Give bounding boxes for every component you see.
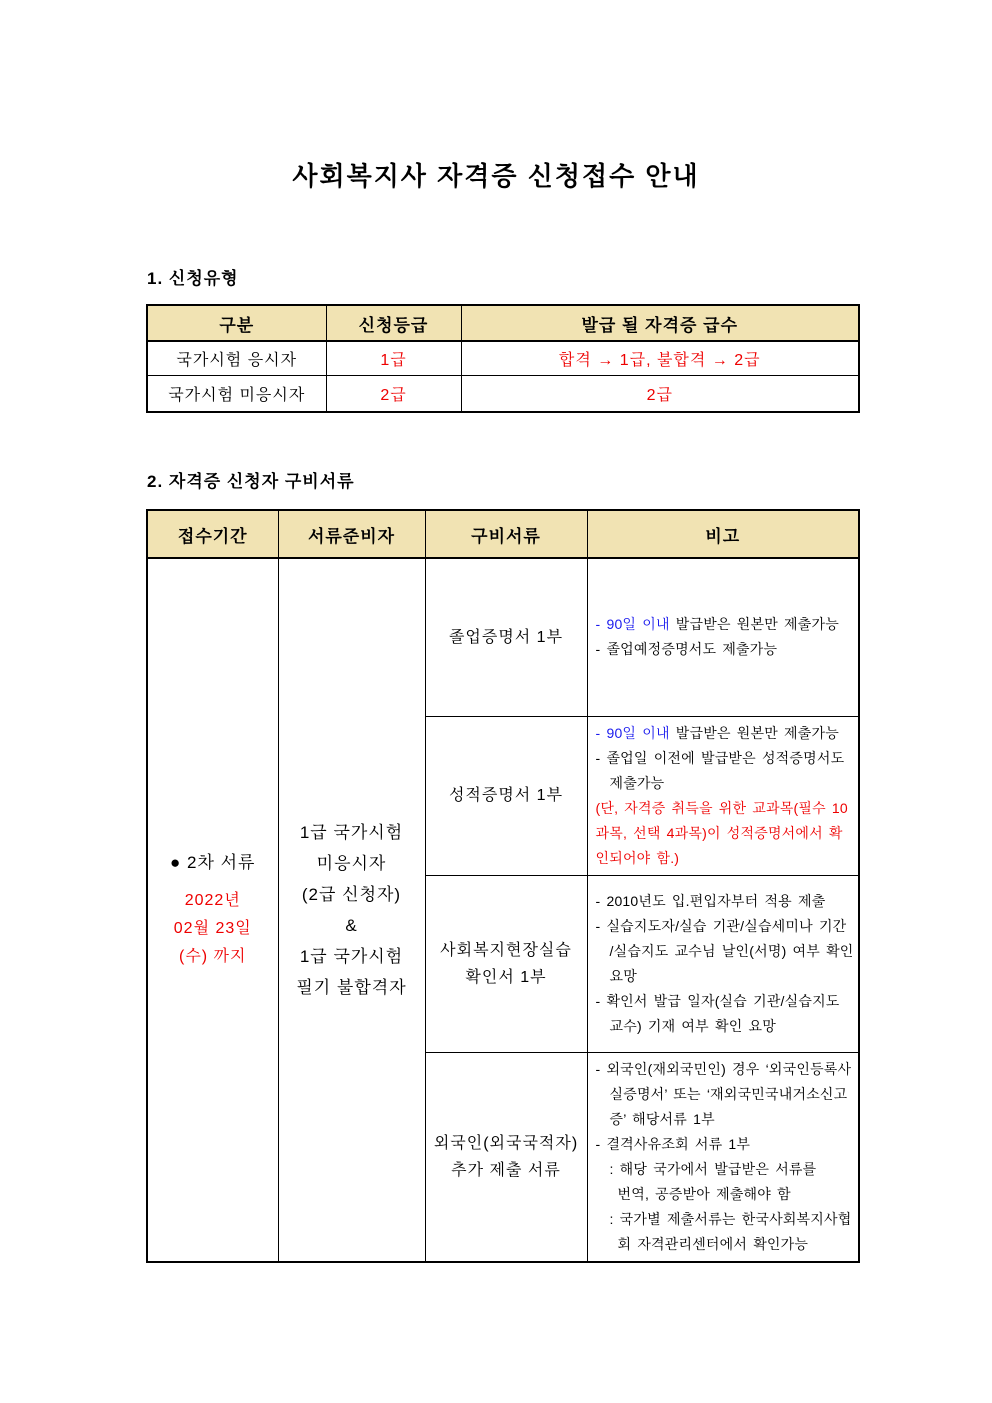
note-line bbox=[596, 1232, 855, 1257]
note-line bbox=[596, 746, 855, 771]
header-cell-category: 구분 bbox=[147, 305, 326, 341]
text-line: 졸업증명서 1부 bbox=[448, 628, 564, 646]
note-line bbox=[596, 1014, 855, 1039]
cell-remarks bbox=[587, 1052, 859, 1262]
note-segment: : 해당 국가에서 발급받은 서류를 bbox=[609, 1160, 817, 1177]
cell-document-preparer bbox=[278, 558, 425, 1262]
cell-category: 국가시험 미응시자 bbox=[147, 375, 326, 412]
header-cell-grade: 신청등급 bbox=[326, 305, 461, 341]
note-segment: 요망 bbox=[609, 967, 637, 984]
note-line bbox=[596, 771, 855, 796]
header-cell-result: 발급 될 자격증 급수 bbox=[461, 305, 859, 341]
section1-heading: 1. 신청유형 bbox=[147, 269, 239, 288]
text-line: 필기 불합격자 bbox=[296, 977, 407, 997]
table-header-row bbox=[147, 305, 859, 341]
note-line bbox=[596, 964, 855, 989]
text-line: 미응시자 bbox=[316, 853, 387, 873]
note-line bbox=[596, 821, 855, 846]
cell-remarks bbox=[587, 875, 859, 1052]
cell-document bbox=[425, 875, 587, 1052]
text-line: & bbox=[345, 915, 358, 935]
header-cell-preparer: 서류준비자 bbox=[278, 510, 425, 558]
note-line bbox=[596, 914, 855, 939]
note-segment: 실증명서’ 또는 ‘재외국민국내거소신고 bbox=[609, 1085, 848, 1102]
note-line bbox=[596, 721, 855, 746]
note-segment: /실습지도 교수님 날인(서명) 여부 확인 bbox=[609, 942, 854, 959]
period-deadline bbox=[149, 887, 277, 971]
cell-category: 국가시험 응시자 bbox=[147, 341, 326, 375]
note-segment: 과목, 선택 4과목)이 성적증명서에서 확 bbox=[595, 824, 843, 841]
cell-document bbox=[425, 1052, 587, 1262]
note-line bbox=[596, 1057, 855, 1082]
note-segment: 회 자격관리센터에서 확인가능 bbox=[617, 1235, 809, 1252]
section2-heading: 2. 자격증 신청자 구비서류 bbox=[147, 472, 355, 491]
note-segment: 증’ 해당서류 1부 bbox=[609, 1110, 715, 1127]
text-line: 02월 23일 bbox=[173, 920, 252, 938]
note-segment: - 결격사유조회 서류 1부 bbox=[595, 1135, 751, 1152]
text-line: 추가 제출 서류 bbox=[451, 1161, 561, 1179]
table-row bbox=[147, 341, 859, 375]
note-segment: - 졸업일 이전에 발급받은 성적증명서도 bbox=[595, 749, 845, 766]
note-line bbox=[596, 637, 855, 662]
note-segment: 발급받은 원본만 제출가능 bbox=[669, 724, 839, 741]
text-line: (수) 까지 bbox=[179, 948, 247, 966]
text-line: 1급 국가시험 bbox=[299, 822, 404, 842]
note-line bbox=[596, 889, 855, 914]
note-segment: - 90일 이내 bbox=[595, 724, 670, 741]
application-type-table bbox=[146, 304, 860, 413]
note-segment: 제출가능 bbox=[609, 774, 665, 791]
table-row bbox=[147, 375, 859, 412]
note-segment: 인되어야 함.) bbox=[595, 849, 680, 866]
required-documents-table bbox=[146, 509, 860, 1263]
cell-remarks bbox=[587, 558, 859, 716]
cell-document bbox=[425, 716, 587, 875]
cell-remarks bbox=[587, 716, 859, 875]
table-row bbox=[147, 558, 859, 716]
note-line bbox=[596, 1157, 855, 1182]
cell-result: 합격 → 1급, 불합격 → 2급 bbox=[461, 341, 859, 375]
text-line: 1급 국가시험 bbox=[299, 946, 404, 966]
note-line bbox=[596, 939, 855, 964]
cell-result: 2급 bbox=[461, 375, 859, 412]
note-line bbox=[596, 1207, 855, 1232]
table-header-row bbox=[147, 510, 859, 558]
note-segment: 발급받은 원본만 제출가능 bbox=[669, 616, 839, 633]
cell-reception-period bbox=[147, 558, 278, 1262]
text-line: 2022년 bbox=[184, 892, 241, 910]
note-segment: (단, 자격증 취득을 위한 교과목(필수 10 bbox=[595, 799, 848, 816]
cell-grade: 2급 bbox=[326, 375, 461, 412]
period-label: ● 2차 서류 bbox=[170, 853, 256, 873]
note-segment: 교수) 기재 여부 확인 요망 bbox=[609, 1017, 776, 1034]
text-line: 외국인(외국국적자) bbox=[433, 1134, 579, 1152]
cell-grade: 1급 bbox=[326, 341, 461, 375]
header-cell-period: 접수기간 bbox=[147, 510, 278, 558]
note-line bbox=[596, 1082, 855, 1107]
header-cell-documents: 구비서류 bbox=[425, 510, 587, 558]
text-line: 사회복지현장실습 bbox=[440, 941, 572, 959]
note-line bbox=[596, 1182, 855, 1207]
note-segment: - 실습지도자/실습 기관/실습세미나 기간 bbox=[595, 917, 847, 934]
note-line bbox=[596, 989, 855, 1014]
note-line bbox=[596, 1107, 855, 1132]
note-line bbox=[596, 612, 855, 637]
text-line: 성적증명서 1부 bbox=[448, 787, 564, 804]
text-line: 확인서 1부 bbox=[465, 968, 547, 986]
note-segment: - 확인서 발급 일자(실습 기관/실습지도 bbox=[595, 992, 840, 1009]
header-cell-remarks: 비고 bbox=[587, 510, 859, 558]
note-segment: - 외국인(재외국민인) 경우 ‘외국인등록사 bbox=[595, 1060, 852, 1077]
cell-document bbox=[425, 558, 587, 716]
note-segment: - 90일 이내 bbox=[595, 616, 670, 633]
note-line bbox=[596, 1132, 855, 1157]
note-segment: 번역, 공증받아 제출해야 함 bbox=[617, 1185, 791, 1202]
note-segment: - 2010년도 입.편입자부터 적용 제출 bbox=[595, 892, 826, 909]
note-line bbox=[596, 796, 855, 821]
text-line: (2급 신청자) bbox=[301, 884, 402, 904]
note-segment: : 국가별 제출서류는 한국사회복지사협 bbox=[609, 1210, 852, 1227]
note-segment: - 졸업예정증명서도 제출가능 bbox=[595, 641, 778, 658]
document-title: 사회복지사 자격증 신청접수 안내 bbox=[292, 161, 700, 191]
note-line bbox=[596, 846, 855, 871]
